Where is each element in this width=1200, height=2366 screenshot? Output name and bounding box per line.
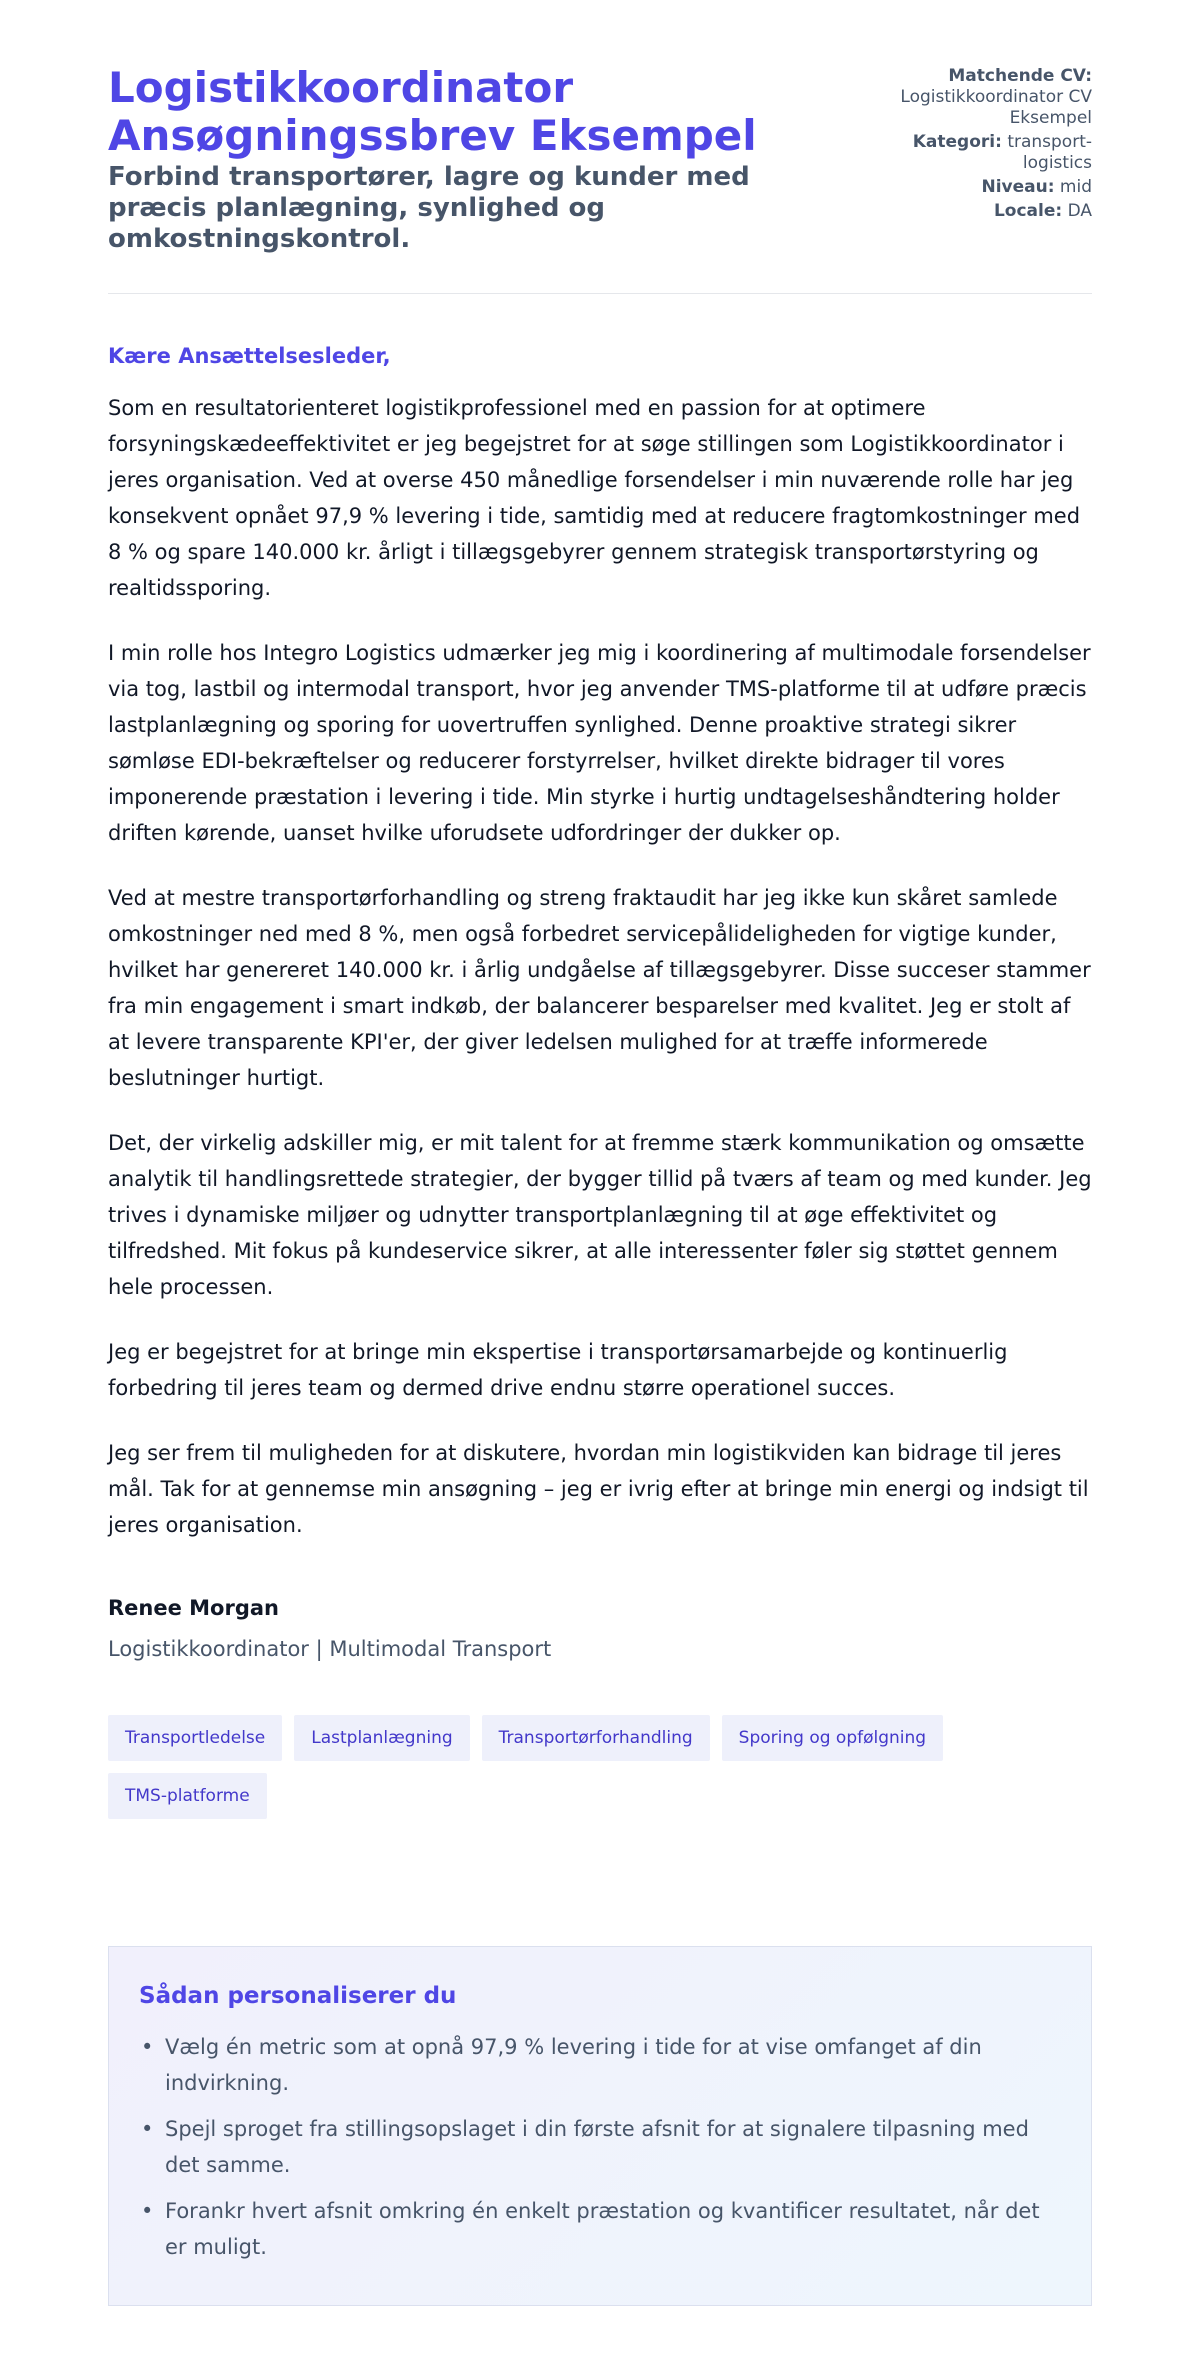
meta-locale-label: Locale: <box>993 201 1063 221</box>
skill-tag[interactable]: Transportørforhandling <box>482 1715 710 1761</box>
letter-greeting: Kære Ansættelsesleder, <box>108 344 391 368</box>
letter-paragraph: Jeg ser frem til muligheden for at diskutere, hvordan min logistikviden kan bidrage til jeres mål. Tak for at gennemse min ansøgning – jeg er ivrig efter at bringe min energi og indsigt til jeres organisation. <box>108 1441 1089 1537</box>
meta-cv <box>853 66 1092 129</box>
skill-tag[interactable]: Transportledelse <box>108 1715 282 1761</box>
meta-level-label: Niveau: <box>981 177 1055 197</box>
meta-level-value: mid <box>1059 177 1092 197</box>
signature-title: Logistikkoordinator | Multimodal Transport <box>108 1637 552 1661</box>
letter-paragraph: Som en resultatorienteret logistikprofessionel med en passion for at optimere forsyningskædeeffektivitet er jeg begejstret for at søge stillingen som Logistikkoordinator i jeres organisation. Ved at overse 450 månedlige forsendelser i min nuværende rolle har jeg konsekvent opnået 97,9 % levering i tide, samtidig med at reducere fragtomkostninger med 8 % og spare 140.000 kr. årligt i tillægsgebyrer gennem strategisk transportørstyring og realtidssporing. <box>108 396 1081 600</box>
title-block <box>108 64 853 255</box>
skill-tags <box>108 1715 1098 1831</box>
header <box>108 64 1092 294</box>
page-title <box>108 64 853 160</box>
skill-tag[interactable]: Lastplanlægning <box>294 1715 469 1761</box>
letter-paragraph: Ved at mestre transportørforhandling og streng fraktaudit har jeg ikke kun skåret samlede omkostninger ned med 8 %, men også forbedret servicepålideligheden for vigtige kunder, hvilket har genereret 140.000 kr. i årlig undgåelse af tillægsgebyrer. Disse succeser stammer fra min engagement i smart indkøb, der balancerer besparelser med kvalitet. Jeg er stolt af at levere transparente KPI'er, der giver ledelsen mulighed for at træffe informerede beslutninger hurtigt. <box>108 886 1091 1090</box>
meta-level <box>853 177 1092 198</box>
tips-title: Sådan personaliserer du <box>139 1983 457 2009</box>
letter-paragraph: Jeg er begejstret for at bringe min ekspertise i transportørsamarbejde og kontinuerlig forbedring til jeres team og dermed drive endnu større operationel succes. <box>108 1340 1008 1400</box>
title-line-1: Logistikkoordinator <box>108 63 574 112</box>
personalization-tips <box>108 1946 1092 2306</box>
skill-tag[interactable]: TMS-platforme <box>108 1773 267 1819</box>
letter-paragraph: I min rolle hos Integro Logistics udmærker jeg mig i koordinering af multimodale forsendelser via tog, lastbil og intermodal transport, hvor jeg anvender TMS-platforme til at udføre præcis lastplanlægning og sporing for uovertruffen synlighed. Denne proaktive strategi sikrer sømløse EDI-bekræftelser og reducerer forstyrrelser, hvilket direkte bidrager til vores imponerende præstation i levering i tide. Min styrke i hurtig undtagelseshåndtering holder driften kørende, uanset hvilke uforudsete udfordringer der dukker op. <box>108 641 1091 845</box>
tips-list <box>139 2029 1061 2265</box>
meta-cv-value[interactable]: Logistikkoordinator CV Eksempel <box>900 87 1092 128</box>
meta-category <box>853 132 1092 174</box>
title-line-2: Ansøgningssbrev Eksempel <box>108 111 757 160</box>
skill-tag[interactable]: Sporing og opfølgning <box>722 1715 943 1761</box>
meta-locale-value: DA <box>1067 201 1092 221</box>
meta-category-value: transport-logistics <box>1007 132 1092 173</box>
signature-name: Renee Morgan <box>108 1596 279 1620</box>
tip-item: • Vælg én metric som at opnå 97,9 % levering i tide for at vise omfanget af din indvirkning. <box>139 2029 1061 2101</box>
meta-locale <box>853 201 1092 222</box>
tip-item: • Spejl sproget fra stillingsopslaget i din første afsnit for at signalere tilpasning med det samme. <box>139 2111 1061 2183</box>
meta-category-label: Kategori: <box>912 132 1002 152</box>
meta-cv-label: Matchende CV: <box>948 66 1092 86</box>
tip-item: • Forankr hvert afsnit omkring én enkelt præstation og kvantificer resultatet, når det er muligt. <box>139 2193 1061 2265</box>
letter-paragraph: Det, der virkelig adskiller mig, er mit talent for at fremme stærk kommunikation og omsætte analytik til handlingsrettede strategier, der bygger tillid på tværs af team og med kunder. Jeg trives i dynamiske miljøer og udnytter transportplanlægning til at øge effektivitet og tilfredshed. Mit fokus på kundeservice sikrer, at alle interessenter føler sig støttet gennem hele processen. <box>108 1131 1092 1299</box>
letter-body <box>108 390 1092 1543</box>
signature <box>108 1594 1092 1663</box>
page-subtitle: Forbind transportører, lagre og kunder med præcis planlægning, synlighed og omkostningskontrol. <box>108 162 750 254</box>
meta-panel <box>853 64 1092 225</box>
